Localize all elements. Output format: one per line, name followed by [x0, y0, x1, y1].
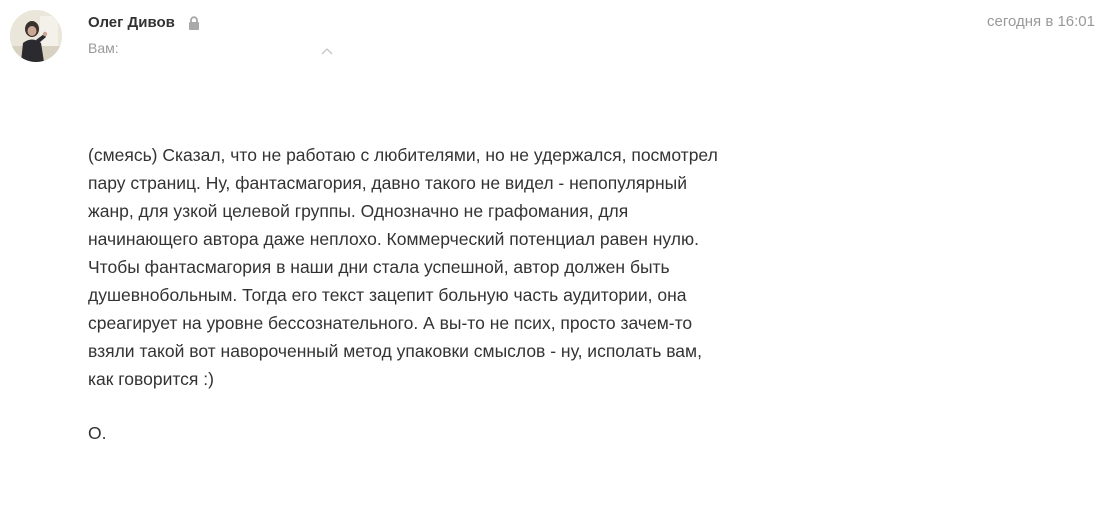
- message-line: пару страниц. Ну, фантасмагория, давно такого не видел - непопулярный: [88, 173, 688, 193]
- message-line: как говорится :): [88, 369, 214, 389]
- recipient-row[interactable]: [88, 39, 119, 57]
- message-line: начинающего автора даже неплохо. Коммерческий потенциал равен нулю.: [88, 229, 699, 249]
- sender-avatar[interactable]: [10, 10, 62, 62]
- message-line: жанр, для узкой целевой группы. Однозначно не графомания, для: [88, 201, 629, 221]
- lock-icon: [188, 16, 200, 31]
- user-photo-avatar-icon: [10, 10, 62, 62]
- message-line: взяли такой вот навороченный метод упаковки смыслов - ну, исполать вам,: [88, 341, 702, 361]
- message-signature: О.: [88, 423, 107, 443]
- message-timestamp: сегодня в 16:01: [987, 13, 1095, 30]
- message-line: среагирует на уровне бессознательного. А вы-то не псих, просто зачем-то: [88, 313, 693, 333]
- message-header: [0, 0, 1117, 70]
- message-line: душевнобольным. Тогда его текст зацепит больную часть аудитории, она: [88, 285, 687, 305]
- chevron-up-icon[interactable]: [321, 42, 333, 50]
- message-body: [88, 141, 788, 393]
- message-line: (смеясь) Сказал, что не работаю с любителями, но не удержался, посмотрел: [88, 145, 718, 165]
- sender-row: [88, 12, 200, 32]
- message-line: Чтобы фантасмагория в наши дни стала успешной, автор должен быть: [88, 257, 670, 277]
- sender-name[interactable]: Олег Дивов: [88, 13, 175, 31]
- recipient-label: Вам:: [88, 40, 119, 56]
